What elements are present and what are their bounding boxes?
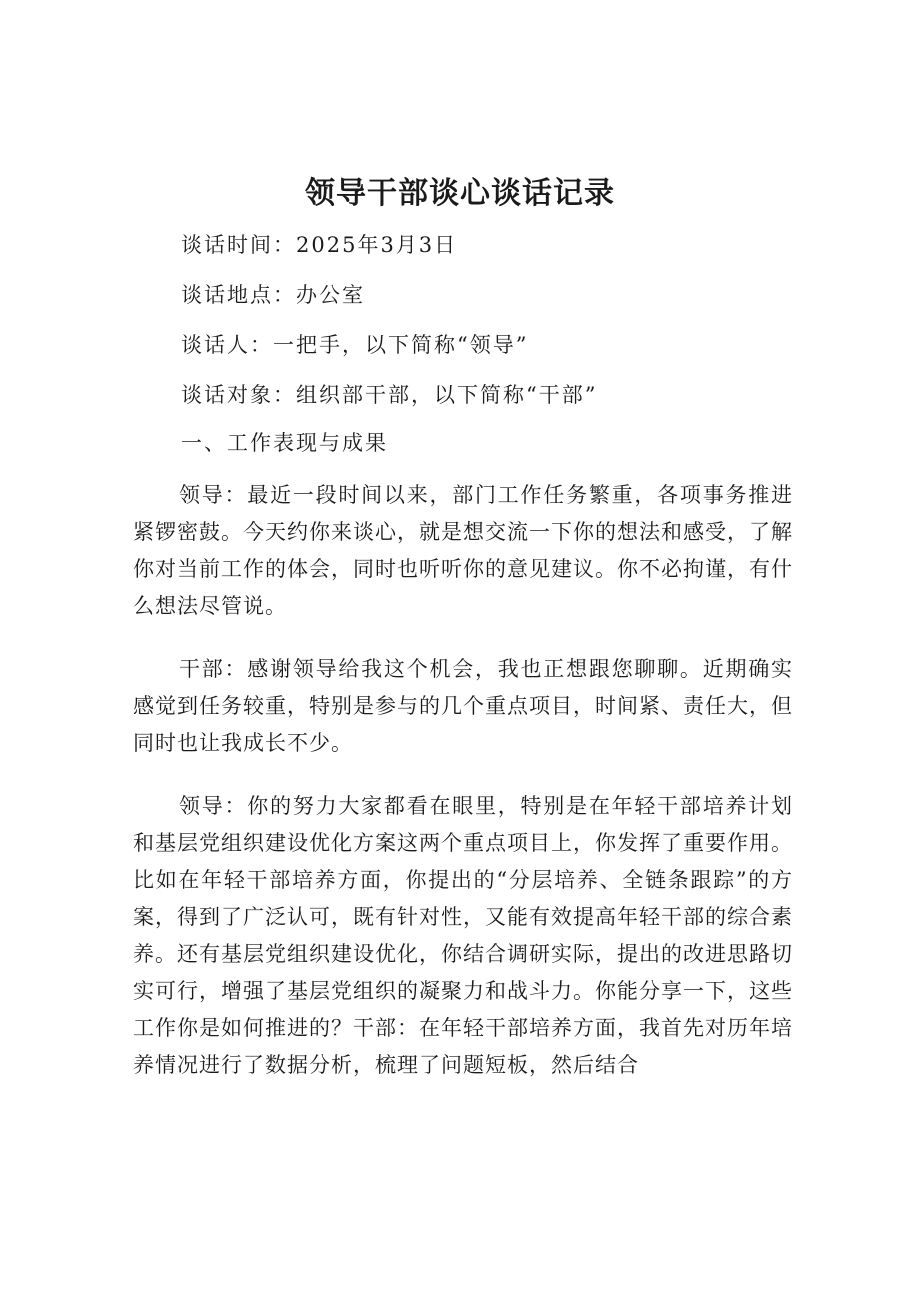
meta-time: 谈话时间：2025年3月3日 (181, 233, 458, 257)
meta-target: 谈话对象：组织部干部，以下简称“干部” (181, 383, 598, 407)
section-heading: 一、工作表现与成果 (181, 431, 388, 455)
meta-speaker: 谈话人：一把手，以下简称“领导” (181, 333, 529, 357)
paragraph-cadre-1: 干部：感谢领导给我这个机会，我也正想跟您聊聊。近期确实感觉到任务较重，特别是参与的几个重点项目，时间紧、责任大，但同时也让我成长不少。 (133, 657, 793, 755)
paragraph-leader-2: 领导：你的努力大家都看在眼里，特别是在年轻干部培养计划和基层党组织建设优化方案这两个重点项目上，你发挥了重要作用。比如在年轻干部培养方面，你提出的“分层培养、全链条跟踪”的方案，得到了广泛认可，既有针对性，又能有效提高年轻干部的综合素养。还有基层党组织建设优化，你结合调研实际，提出的改进思路切实可行，增强了基层党组织的凝聚力和战斗力。你能分享一下，这些工作你是如何推进的？干部：在年轻干部培养方面，我首先对历年培养情况进行了数据分析，梳理了问题短板，然后结合 (133, 794, 793, 1077)
meta-place: 谈话地点：办公室 (181, 283, 365, 307)
paragraph-leader-1: 领导：最近一段时间以来，部门工作任务繁重，各项事务推进紧锣密鼓。今天约你来谈心，就是想交流一下你的想法和感受，了解你对当前工作的体会，同时也听听你的意见建议。你不必拘谨，有什么想法尽管说。 (133, 483, 793, 618)
document-title: 领导干部谈心谈话记录 (305, 176, 615, 211)
